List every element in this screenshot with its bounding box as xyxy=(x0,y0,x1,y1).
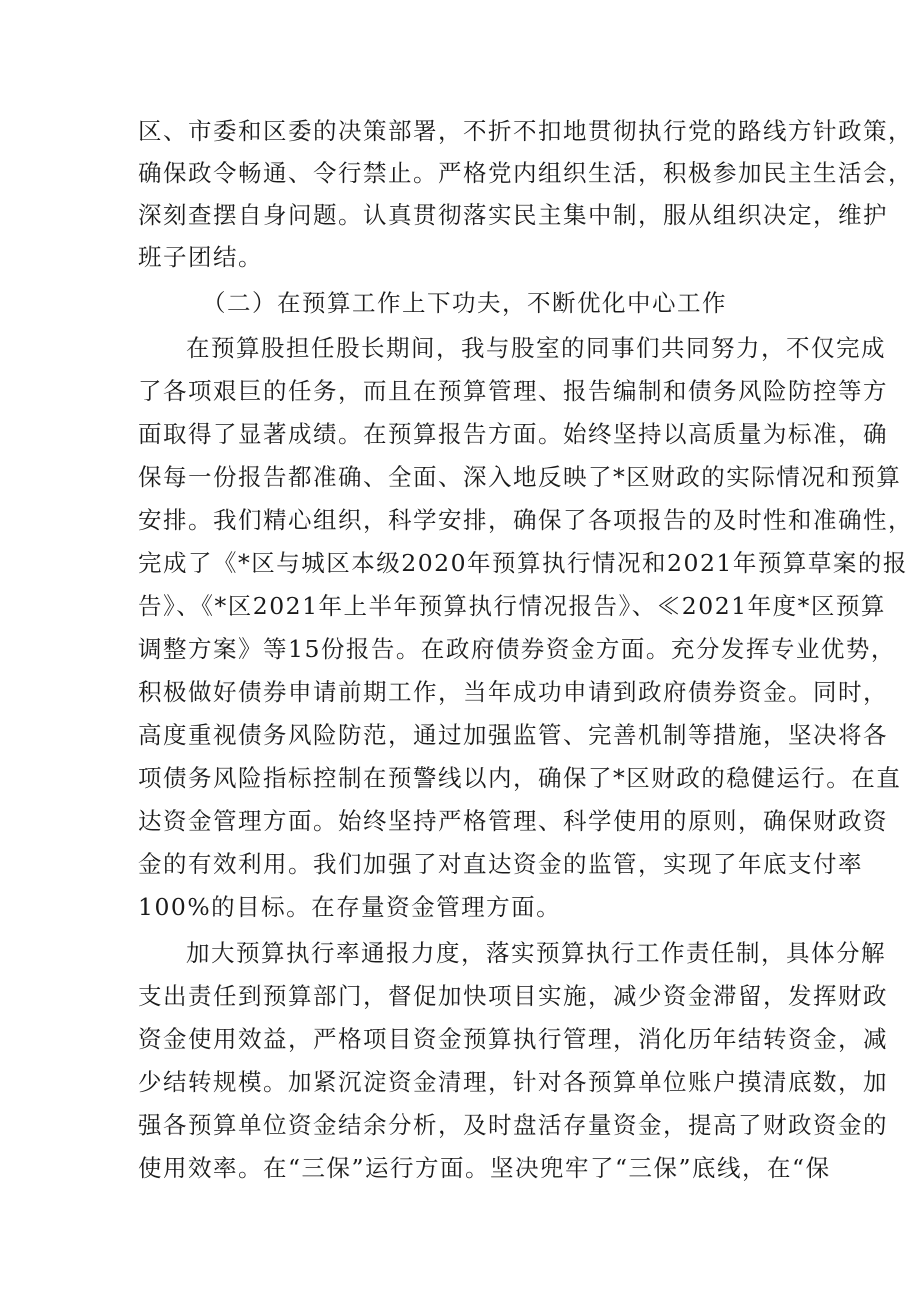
text-line: 告》、《*区2021年上半年预算执行情况报告》、≪2021年度*区预算 xyxy=(138,592,886,620)
text-line: 支出责任到预算部门，督促加快项目实施，减少资金滞留，发挥财政 xyxy=(138,982,888,1010)
text-line: 达资金管理方面。始终坚持严格管理、科学使用的原则，确保财政资 xyxy=(138,807,888,835)
text-line: 确保政令畅通、令行禁止。严格党内组织生活，积极参加民主生活会， xyxy=(138,159,913,187)
text-line: 安排。我们精心组织，科学安排，确保了各项报告的及时性和准确性， xyxy=(138,506,913,534)
text-line: 完成了《*区与城区本级2020年预算执行情况和2021年预算草案的报 xyxy=(138,549,908,577)
text-line: 深刻查摆自身问题。认真贯彻落实民主集中制，服从组织决定，维护 xyxy=(138,201,888,229)
text-line: 加大预算执行率通报力度，落实预算执行工作责任制，具体分解 xyxy=(186,939,886,967)
text-line: 保每一份报告都准确、全面、深入地反映了*区财政的实际情况和预算 xyxy=(138,463,902,491)
text-line: 在预算股担任股长期间，我与股室的同事们共同努力，不仅完成 xyxy=(186,334,886,362)
text-line: 资金使用效益，严格项目资金预算执行管理，消化历年结转资金，减 xyxy=(138,1025,888,1053)
text-line: 少结转规模。加紧沉淀资金清理，针对各预算单位账户摸清底数，加 xyxy=(138,1068,888,1096)
text-line: 面取得了显著成绩。在预算报告方面。始终坚持以高质量为标准，确 xyxy=(138,420,888,448)
text-line: 金的有效利用。我们加强了对直达资金的监管，实现了年底支付率 xyxy=(138,850,863,878)
text-line: 积极做好债券申请前期工作，当年成功申请到政府债券资金。同时， xyxy=(138,678,888,706)
text-line: 区、市委和区委的决策部署，不折不扣地贯彻执行党的路线方针政策， xyxy=(138,117,913,145)
text-line: 了各项艰巨的任务，而且在预算管理、报告编制和债务风险防控等方 xyxy=(138,377,888,405)
text-line: 项债务风险指标控制在预警线以内，确保了*区财政的稳健运行。在直 xyxy=(138,764,902,792)
text-line: 强各预算单位资金结余分析，及时盘活存量资金，提高了财政资金的 xyxy=(138,1111,888,1139)
section-heading: （二）在预算工作上下功夫，不断优化中心工作 xyxy=(202,289,727,317)
text-line: 高度重视债务风险防范，通过加强监管、完善机制等措施，坚决将各 xyxy=(138,721,888,749)
text-line: 使用效率。在“三保”运行方面。坚决兜牢了“三保”底线，在“保 xyxy=(138,1154,831,1182)
text-line: 调整方案》等15份报告。在政府债券资金方面。充分发挥专业优势， xyxy=(138,635,896,663)
text-line: 100%的目标。在存量资金管理方面。 xyxy=(138,893,562,921)
text-line: 班子团结。 xyxy=(138,243,263,271)
